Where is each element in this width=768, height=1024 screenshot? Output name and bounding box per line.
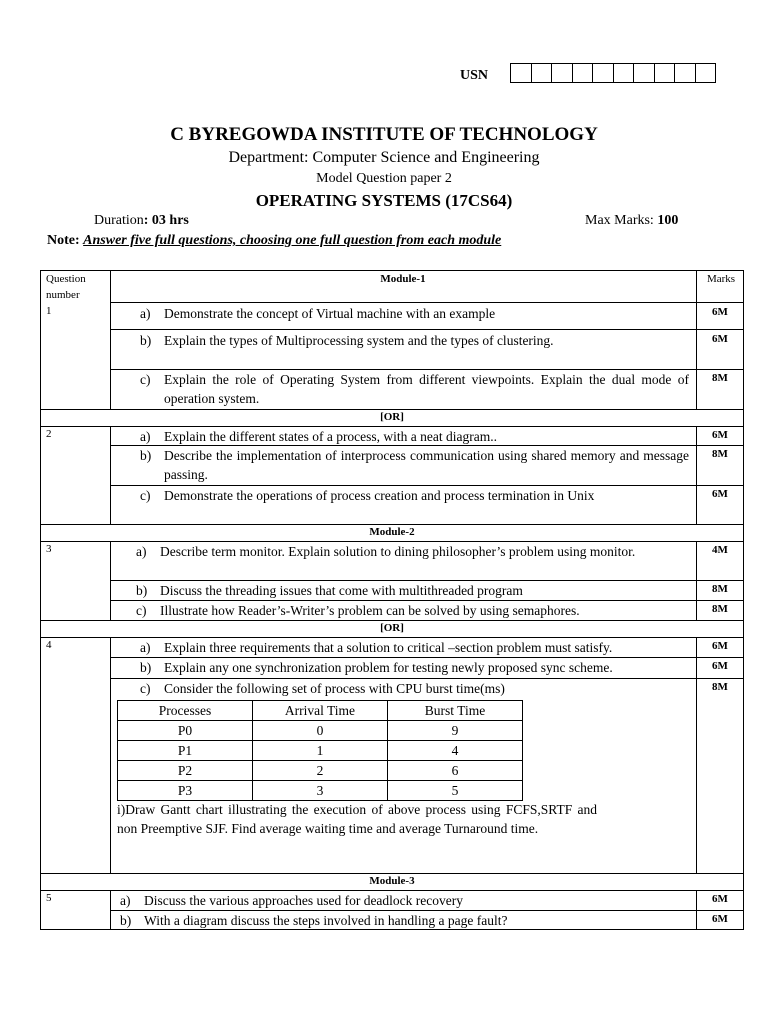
- duration: [94, 213, 189, 229]
- marks: 8M: [712, 583, 728, 595]
- usn-boxes: [510, 63, 716, 83]
- question-instruction: i)Draw Gantt chart illustrating the execution of above process using FCFS,SRTF and non Preemptive SJF. Find average waiting time and average Turnaround time.: [117, 802, 597, 836]
- part-text: Consider the following set of process with CPU burst time(ms): [164, 681, 505, 696]
- row-divider: [40, 409, 744, 410]
- part-label: a): [140, 429, 151, 444]
- marks: 6M: [712, 913, 728, 925]
- part-label: a): [136, 544, 147, 559]
- part-label: b): [140, 333, 152, 348]
- row-divider: [40, 873, 744, 874]
- part-label: b): [136, 583, 148, 598]
- part-text: Illustrate how Reader’s-Writer’s problem can be solved by using semaphores.: [160, 603, 580, 618]
- part-label: c): [140, 372, 151, 387]
- part-text: Explain any one synchronization problem for testing newly proposed sync scheme.: [164, 660, 613, 675]
- part-label: c): [140, 681, 151, 696]
- table-cell: 1: [253, 741, 388, 761]
- marks: 6M: [712, 306, 728, 318]
- duration-value: : 03 hrs: [143, 213, 189, 228]
- table-cell: P3: [118, 781, 253, 801]
- marks: 8M: [712, 603, 728, 615]
- part-label: c): [136, 603, 147, 618]
- table-cell: 2: [253, 761, 388, 781]
- usn-digit-box: [552, 63, 573, 83]
- row-divider: [40, 620, 744, 621]
- row-divider: [110, 302, 744, 303]
- table-row: [118, 721, 523, 741]
- question-number: 2: [46, 428, 52, 440]
- or-separator: [OR]: [380, 622, 404, 634]
- table-cell: P2: [118, 761, 253, 781]
- table-cell: 0: [253, 721, 388, 741]
- marks: 6M: [712, 640, 728, 652]
- process-table: [117, 700, 523, 801]
- question-number: 4: [46, 639, 52, 651]
- note-text: Answer five full questions, choosing one full question from each module: [83, 233, 502, 248]
- marks: 6M: [712, 488, 728, 500]
- marks: 4M: [712, 544, 728, 556]
- part-label: b): [140, 660, 152, 675]
- usn-digit-box: [655, 63, 676, 83]
- table-cell: 5: [388, 781, 523, 801]
- row-divider: [110, 329, 744, 330]
- column-header: Arrival Time: [253, 701, 388, 721]
- usn-digit-box: [532, 63, 553, 83]
- institute-name: C BYREGOWDA INSTITUTE OF TECHNOLOGY: [170, 124, 598, 145]
- part-text: Explain the role of Operating System from different viewpoints. Explain the dual mode of operation system.: [164, 372, 689, 406]
- part-text: Discuss the various approaches used for deadlock recovery: [144, 893, 464, 908]
- part-label: a): [120, 893, 131, 908]
- paper-title: Model Question paper 2: [316, 171, 452, 186]
- question-number-header: Question number: [46, 273, 86, 301]
- marks: 8M: [712, 448, 728, 460]
- col-divider: [110, 270, 111, 410]
- marks: 6M: [712, 333, 728, 345]
- table-row: [118, 781, 523, 801]
- question-number: 3: [46, 543, 52, 555]
- usn-digit-box: [634, 63, 655, 83]
- table-cell: P1: [118, 741, 253, 761]
- usn-digit-box: [614, 63, 635, 83]
- usn-digit-box: [573, 63, 594, 83]
- part-label: a): [140, 306, 151, 321]
- part-text: Explain three requirements that a solution to critical –section problem must satisfy.: [164, 640, 613, 655]
- column-header: Burst Time: [388, 701, 523, 721]
- max-marks: [585, 213, 678, 229]
- part-text: Explain the types of Multiprocessing system and the types of clustering.: [164, 333, 554, 348]
- part-label: a): [140, 640, 151, 655]
- max-marks-label: Max Marks:: [585, 213, 658, 228]
- table-row: [118, 761, 523, 781]
- table-cell: 6: [388, 761, 523, 781]
- max-marks-value: 100: [657, 213, 679, 228]
- note: [47, 233, 501, 249]
- marks-header: Marks: [706, 273, 736, 285]
- usn-digit-box: [696, 63, 717, 83]
- module-1-title: Module-1: [380, 273, 426, 285]
- usn-digit-box: [675, 63, 696, 83]
- marks: 6M: [712, 893, 728, 905]
- department-name: Department: Computer Science and Engineering: [228, 149, 540, 166]
- part-text: Explain the different states of a process, with a neat diagram..: [164, 429, 498, 444]
- module-3-title: Module-3: [369, 875, 415, 887]
- question-number: 5: [46, 892, 52, 904]
- table-cell: 4: [388, 741, 523, 761]
- part-text: Demonstrate the concept of Virtual machine with an example: [164, 306, 496, 321]
- marks: 8M: [712, 681, 728, 693]
- col-divider: [110, 426, 111, 524]
- part-text: Describe the implementation of interprocess communication using shared memory and message passing.: [164, 448, 689, 482]
- column-header: Processes: [118, 701, 253, 721]
- part-text: Describe term monitor. Explain solution to dining philosopher’s problem using monitor.: [160, 544, 636, 559]
- part-text: With a diagram discuss the steps involved in handling a page fault?: [144, 913, 508, 928]
- marks: 6M: [712, 429, 728, 441]
- part-label: b): [140, 448, 152, 463]
- usn-digit-box: [593, 63, 614, 83]
- col-divider: [110, 637, 111, 873]
- part-text: Discuss the threading issues that come with multithreaded program: [160, 583, 523, 598]
- table-cell: P0: [118, 721, 253, 741]
- table-row: [118, 741, 523, 761]
- note-label: Note:: [47, 233, 84, 248]
- marks: 8M: [712, 372, 728, 384]
- usn-label: USN: [460, 68, 489, 83]
- table-cell: 3: [253, 781, 388, 801]
- or-separator: [OR]: [380, 411, 404, 423]
- process-table-header: [118, 701, 523, 721]
- col-divider: [696, 637, 697, 873]
- subject-title: OPERATING SYSTEMS (17CS64): [255, 191, 513, 210]
- table-cell: 9: [388, 721, 523, 741]
- part-label: c): [140, 488, 151, 503]
- duration-label: Duration: [94, 213, 144, 228]
- marks: 6M: [712, 660, 728, 672]
- part-text: Demonstrate the operations of process creation and process termination in Unix: [164, 488, 595, 503]
- usn-digit-box: [511, 63, 532, 83]
- col-divider: [110, 541, 111, 621]
- part-label: b): [120, 913, 132, 928]
- module-2-title: Module-2: [369, 526, 415, 538]
- question-number: 1: [46, 305, 52, 317]
- row-divider: [40, 524, 744, 525]
